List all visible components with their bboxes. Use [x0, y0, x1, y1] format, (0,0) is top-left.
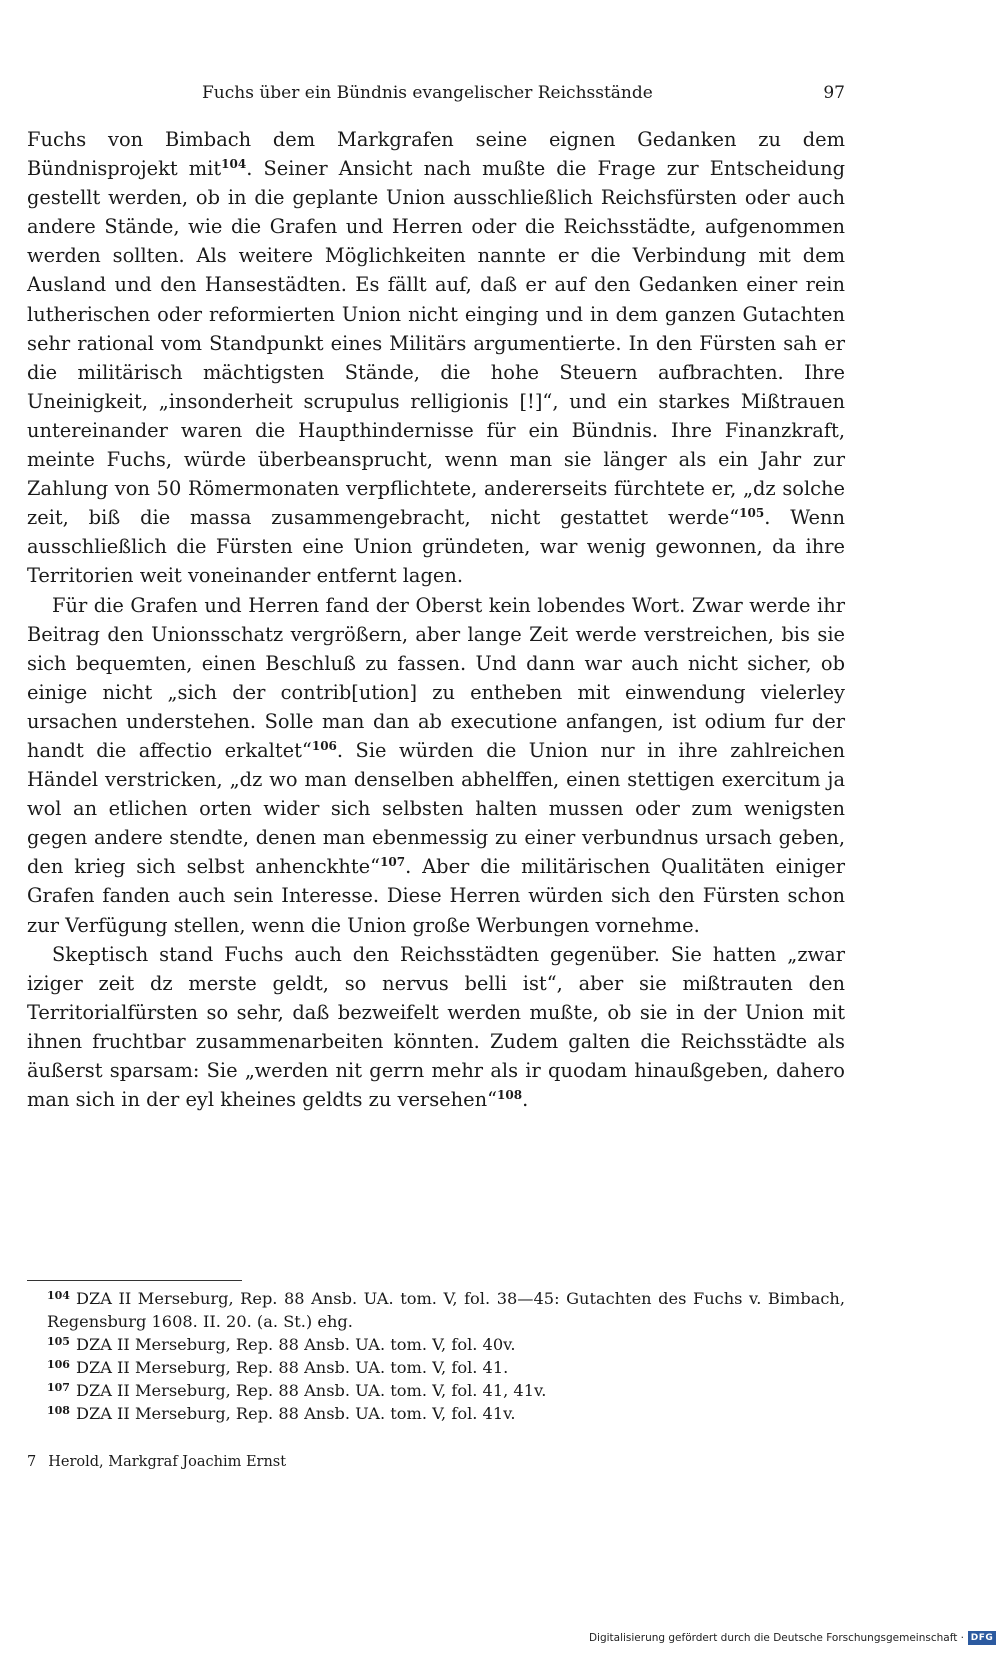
signature-number: 7	[27, 1454, 37, 1470]
paragraph-text: . Seiner Ansicht nach mußte die Frage zur Entscheidung gestellt werden, ob in die geplante Union ausschließlich Reichsfürsten oder auch andere Stände, wie die Grafen und Herren oder die Reichsstädte, aufgenommen werden sollten. Als weitere Möglichkeiten nannte er die Verbindung mit dem Ausland und den Hansestädten. Es fällt auf, daß er auf den Gedanken einer rein lutherischen oder reformierten Union nicht einging und in dem ganzen Gutachten sehr rational vom Standpunkt eines Militärs argumentierte. In den Fürsten sah er die militärisch mächtigsten Stände, die hohe Steuern aufbrachten. Ihre Uneinigkeit, „insonderheit scrupulus relligionis [!]“, und ein starkes Mißtrauen untereinander waren die Haupthindernisse für ein Bündnis. Ihre Finanzkraft, meinte Fuchs, würde überbeansprucht, wenn man sie länger als ein Jahr zur Zahlung von 50 Römermonaten verpflichtete, andererseits fürchtete er, „dz solche zeit, biß die massa zusammengebracht, nicht gestattet werde“	[27, 157, 845, 530]
paragraph-text: . Aber die militärischen Qualitäten einiger Grafen fanden auch sein Interesse. Diese Herren würden sich den Fürsten schon zur Verfügung stellen, wenn die Union große Werbungen vornehme.	[27, 855, 845, 937]
footnote-number: 105	[47, 1335, 70, 1348]
footnote-ref-108: 108	[497, 1088, 523, 1103]
footnote-text: DZA II Merseburg, Rep. 88 Ansb. UA. tom. V, fol. 38—45: Gutachten des Fuchs v. Bimbach, Regensburg 1608. II. 20. (a. St.) ehg.	[47, 1289, 845, 1331]
footnote-105	[27, 1333, 845, 1356]
footnote-106	[27, 1356, 845, 1379]
paragraph-text: Fuchs von Bimbach dem Markgrafen seine eignen Gedanken zu dem Bündnisprojekt mit	[27, 128, 845, 181]
signature-text: Herold, Markgraf Joachim Ernst	[48, 1454, 287, 1470]
paragraph-3	[27, 940, 845, 1115]
footnote-number: 108	[47, 1404, 70, 1417]
body-text	[27, 125, 845, 1114]
running-title: Fuchs über ein Bündnis evangelischer Reichsstände	[202, 83, 653, 103]
footnote-ref-107: 107	[380, 855, 406, 870]
book-page	[27, 0, 845, 1653]
footnote-108	[27, 1402, 845, 1425]
footnote-107	[27, 1379, 845, 1402]
credit-text: Digitalisierung gefördert durch die Deutsche Forschungsgemeinschaft ·	[588, 1632, 964, 1644]
footnote-text: DZA II Merseburg, Rep. 88 Ansb. UA. tom. V, fol. 41, 41v.	[75, 1381, 547, 1400]
footnote-ref-105: 105	[739, 506, 765, 521]
printer-signature	[27, 1452, 286, 1472]
footnote-number: 106	[47, 1358, 70, 1371]
footnote-number: 104	[47, 1289, 70, 1302]
footnote-ref-106: 106	[311, 738, 337, 753]
footnote-text: DZA II Merseburg, Rep. 88 Ansb. UA. tom. V, fol. 41.	[75, 1358, 509, 1377]
paragraph-2	[27, 591, 845, 940]
footnote-104	[27, 1287, 845, 1333]
footnote-text: DZA II Merseburg, Rep. 88 Ansb. UA. tom. V, fol. 41v.	[75, 1404, 516, 1423]
paragraph-text: Skeptisch stand Fuchs auch den Reichsstädten gegenüber. Sie hatten „zwar iziger zeit dz merste geldt, so nervus belli ist“, aber sie mißtrauten den Territorialfürsten so sehr, daß bezweifelt werden mußte, ob sie in der Union mit ihnen fruchtbar zusammenarbeiten könnten. Zudem galten die Reichsstädte als äußerst sparsam: Sie „werden nit gerrn mehr als ir quodam hinaußgeben, dahero man sich in der eyl kheines geldts zu versehen“	[27, 942, 845, 1112]
footnote-number: 107	[47, 1381, 70, 1394]
footnote-text: DZA II Merseburg, Rep. 88 Ansb. UA. tom. V, fol. 40v.	[75, 1335, 516, 1354]
page-number: 97	[823, 83, 845, 103]
footnote-ref-104: 104	[221, 157, 247, 172]
footnotes	[27, 1287, 845, 1425]
paragraph-text: . Wenn ausschließlich die Fürsten eine Union gründeten, war wenig gewonnen, da ihre Territorien weit voneinander entfernt lagen.	[27, 506, 845, 588]
paragraph-text: .	[522, 1088, 529, 1112]
paragraph-1	[27, 125, 845, 591]
dfg-logo-icon: DFG	[968, 1631, 996, 1645]
digitization-credit	[589, 1629, 996, 1647]
footnote-divider	[27, 1280, 242, 1281]
paragraph-text: . Sie würden die Union nur in ihre zahlreichen Händel verstricken, „dz wo man denselben abhelffen, einen stettigen exercitum ja wol an etlichen orten wider sich selbsten halten mussen oder zum wenigsten gegen andere stendte, denen man ebenmessig zu einer verbundnus ursach geben, den krieg sich selbst anhenckhte“	[27, 738, 845, 879]
paragraph-text: Für die Grafen und Herren fand der Oberst kein lobendes Wort. Zwar werde ihr Beitrag den Unionsschatz vergrößern, aber lange Zeit werde verstreichen, bis sie sich bequemten, einen Beschluß zu fassen. Und dann war auch nicht sicher, ob einige nicht „sich der contrib[ution] zu entheben mit einwendung vielerley ursachen understehen. Solle man dan ab executione anfangen, ist odium fur der handt die affectio erkaltet“	[27, 593, 845, 762]
running-head	[27, 80, 845, 106]
